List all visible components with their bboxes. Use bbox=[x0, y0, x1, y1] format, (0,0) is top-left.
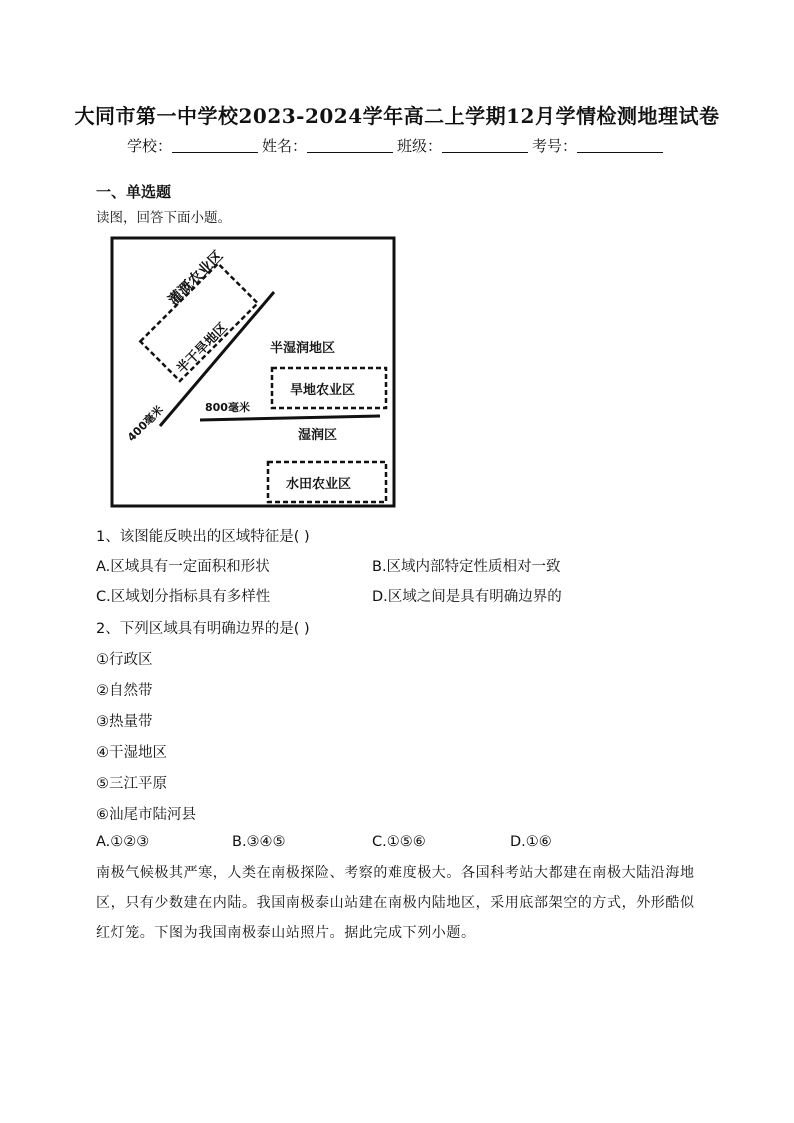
isohyet-800-line bbox=[200, 416, 380, 420]
q1-option-a[interactable]: A.区域具有一定面积和形状 bbox=[96, 559, 270, 575]
antarctic-passage: 南极气候极其严寒，人类在南极探险、考察的难度极大。各国科考站大都建在南极大陆沿海地区，只有少数建在内陆。我国南极泰山站建在南极内陆地区，采用底部架空的方式，外形酷似红灯笼。下图为我国南极泰山站照片。据此完成下列小题。 bbox=[96, 865, 695, 941]
school-blank bbox=[172, 138, 258, 153]
label-isohyet-800: 800毫米 bbox=[205, 401, 250, 414]
exam-title: 大同市第一中学校2023-2024学年高二上学期12月学情检测地理试卷 bbox=[74, 104, 720, 128]
q1-option-b[interactable]: B.区域内部特定性质相对一致 bbox=[372, 559, 561, 575]
label-isohyet-400: 400毫米 bbox=[124, 403, 166, 445]
q2-option-d[interactable]: D.①⑥ bbox=[510, 834, 552, 850]
q2-item-4: ④干湿地区 bbox=[96, 745, 167, 761]
q2-stem: 2、下列区域具有明确边界的是( ) bbox=[96, 621, 310, 637]
section-heading: 一、单选题 bbox=[96, 183, 172, 201]
label-semiarid: 半干旱地区 bbox=[174, 320, 231, 377]
q2-item-6: ⑥汕尾市陆河县 bbox=[96, 807, 196, 823]
section-intro: 读图，回答下面小题。 bbox=[96, 210, 231, 226]
class-blank bbox=[442, 138, 528, 153]
label-dryland: 旱地农业区 bbox=[290, 383, 356, 398]
name-label: 姓名： bbox=[261, 137, 307, 155]
q1-option-c[interactable]: C.区域划分指标具有多样性 bbox=[96, 589, 271, 605]
q2-item-5: ⑤三江平原 bbox=[96, 776, 167, 792]
class-label: 班级： bbox=[397, 137, 443, 155]
number-label: 考号： bbox=[532, 137, 578, 155]
q2-item-2: ②自然带 bbox=[96, 683, 153, 699]
q1-option-d[interactable]: D.区域之间是具有明确边界的 bbox=[372, 589, 562, 605]
label-pastoral: 灌溉农业区 bbox=[165, 248, 227, 309]
name-blank bbox=[307, 138, 393, 153]
school-label: 学校： bbox=[126, 137, 172, 155]
region-map-figure bbox=[110, 236, 398, 510]
q2-item-3: ③热量带 bbox=[96, 714, 153, 730]
q2-item-1: ①行政区 bbox=[96, 652, 153, 668]
q2-option-c[interactable]: C.①⑤⑥ bbox=[372, 834, 426, 850]
label-semihumid: 半湿润地区 bbox=[270, 341, 336, 356]
q2-option-b[interactable]: B.③④⑤ bbox=[232, 834, 286, 850]
label-paddy: 水田农业区 bbox=[286, 477, 352, 492]
label-humid: 湿润区 bbox=[298, 428, 338, 443]
map-frame bbox=[112, 238, 394, 506]
student-info-line bbox=[0, 135, 794, 156]
q2-option-a[interactable]: A.①②③ bbox=[96, 834, 150, 850]
q1-stem: 1、该图能反映出的区域特征是( ) bbox=[96, 529, 310, 545]
number-blank bbox=[577, 138, 663, 153]
